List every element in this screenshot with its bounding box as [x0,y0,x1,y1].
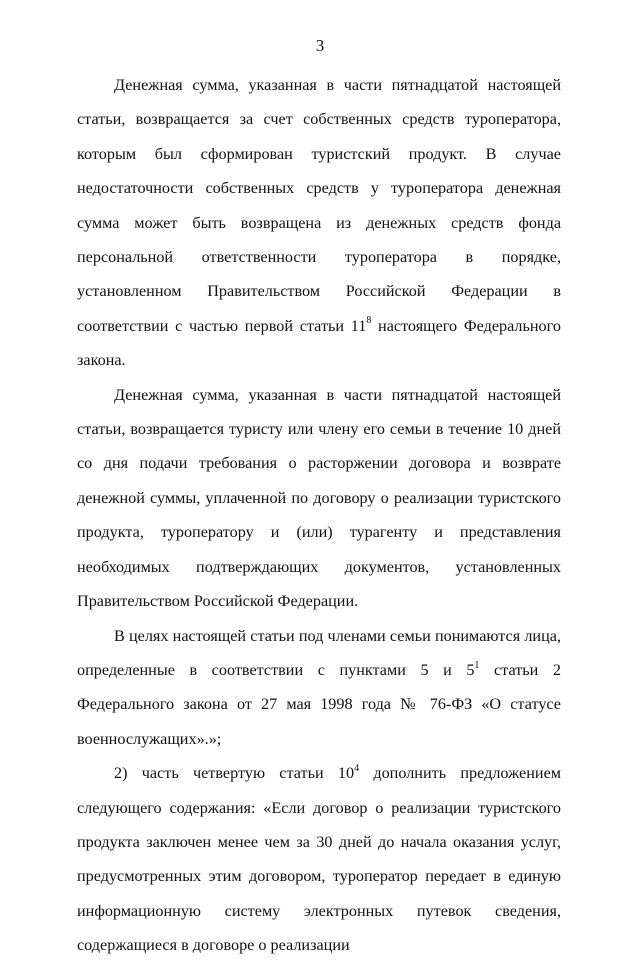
paragraph-family-definition [77,619,561,757]
paragraph-refund-term [77,378,561,619]
superscript: 4 [354,762,360,774]
superscript: 8 [366,315,372,327]
paragraph-text: статьи 2 Федерального закона от 27 мая 1998 года № 76-ФЗ «О статусе военнослужащих».»; [77,660,561,748]
paragraph-amendment-2 [77,756,561,962]
paragraph-text: В целях настоящей статьи под членами семьи понимаются лица, определенные в соответствии с пунктами 5 и 5 [77,626,561,679]
superscript: 1 [474,659,480,671]
paragraph-refund-source [77,68,561,378]
paragraph-text: настоящего Федерального закона. [77,316,561,370]
paragraph-text: дополнить предложением следующего содержания: «Если договор о реализации туристского продукта заключен менее чем за 30 дней до начала оказания услуг, предусмотренных этим договором, туроператор передает в единую информационную систему электронных путевок сведения, содержащиеся в договоре о реализации [77,764,561,955]
paragraph-text: Денежная сумма, указанная в части пятнадцатой настоящей статьи, возвращается за счет собственных средств туроператора, которым был сформирован туристский продукт. В случае недостаточности собственных средств у туроператора денежная сумма может быть возвращена из денежных средств фонда персональной ответственности туроператора в порядке, установленном Правительством Российской Федерации в соответствии с частью первой статьи 11 [77,76,561,335]
paragraph-text: 2) часть четвертую статьи 10 [114,764,355,783]
document-body [77,68,561,963]
page-number: 3 [315,36,325,55]
paragraph-text: Денежная сумма, указанная в части пятнадцатой настоящей статьи, возвращается туристу или члену его семьи в течение 10 дней со дня подачи требования о расторжении договора и возврате денежной суммы, уплаченной по договору о реализации туристского продукта, туроператору и (или) турагенту и представления необходимых подтверждающих документов, установленных Правительством Российской Федерации. [77,385,561,611]
